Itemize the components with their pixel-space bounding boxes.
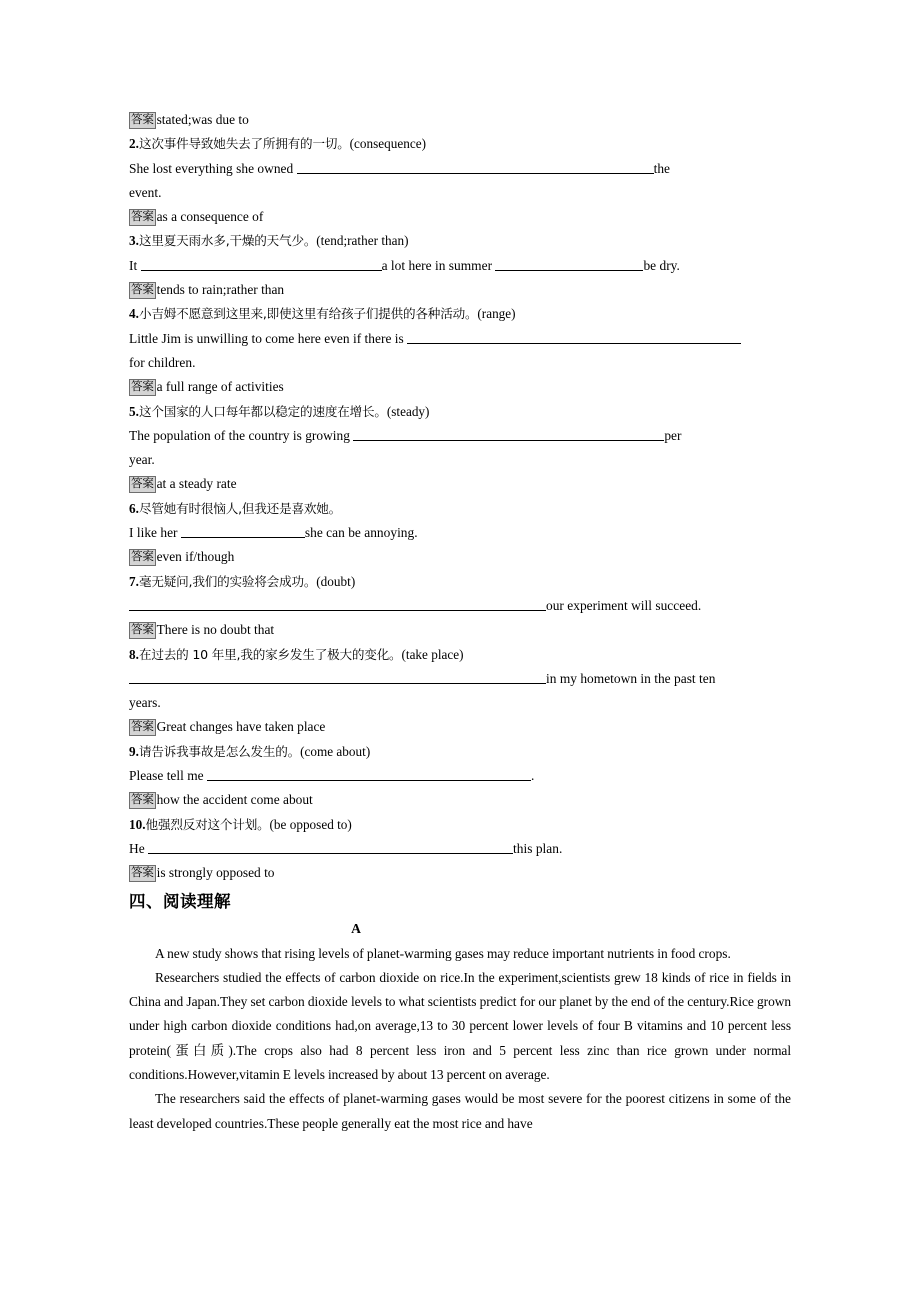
question-prompt-3 [129, 229, 791, 253]
sentence-before: I like her [129, 525, 181, 541]
blank-field[interactable] [129, 671, 546, 684]
sentence-before: The population of the country is growing [129, 427, 354, 443]
question-chinese: 请告诉我事故是怎么发生的。 [138, 743, 301, 759]
question-hint: (range) [477, 306, 516, 322]
answer-badge: 答案 [129, 549, 156, 566]
answer-text: even if/though [156, 549, 235, 565]
question-number: 5. [129, 403, 139, 419]
question-hint: (tend;rather than) [316, 233, 409, 249]
question-sentence-10 [129, 837, 791, 861]
answer-row-q6 [129, 545, 791, 569]
sentence-middle: a lot here in summer [381, 257, 496, 273]
question-prompt-7 [129, 570, 791, 594]
question-number: 6. [129, 500, 139, 516]
sentence-after: this plan. [513, 840, 563, 856]
sentence-after: . [531, 768, 535, 784]
question-chinese: 小吉姆不愿意到这里来,即使这里有给孩子们提供的各种活动。 [138, 306, 478, 322]
question-prompt-9 [129, 740, 791, 764]
question-hint: (doubt) [316, 573, 356, 589]
answer-badge: 答案 [129, 282, 156, 299]
blank-field[interactable] [297, 161, 654, 174]
sentence-after: in my hometown in the past ten [546, 670, 716, 686]
answer-text: There is no doubt that [156, 622, 275, 638]
question-chinese: 这里夏天雨水多,干燥的天气少。 [138, 233, 317, 249]
question-number: 3. [129, 233, 139, 249]
sentence-wrap: year. [129, 452, 155, 468]
blank-field[interactable] [148, 841, 513, 854]
question-sentence-2 [129, 157, 791, 181]
question-hint: (consequence) [349, 136, 427, 152]
answer-badge: 答案 [129, 379, 156, 396]
question-chinese: 这个国家的人口每年都以稳定的速度在增长。 [138, 403, 387, 419]
sentence-before: He [129, 840, 149, 856]
passage-paragraph-1: A new study shows that rising levels of planet-warming gases may reduce important nutrients in food crops. [155, 945, 731, 961]
sentence-before: Please tell me [129, 768, 208, 784]
question-prompt-10 [129, 813, 791, 837]
question-number: 8. [129, 646, 139, 662]
answer-badge: 答案 [129, 209, 156, 226]
answer-text: is strongly opposed to [156, 865, 275, 881]
question-sentence-9 [129, 764, 791, 788]
answer-row-q8 [129, 715, 791, 739]
question-sentence-7 [129, 594, 791, 618]
sentence-after: our experiment will succeed. [546, 597, 702, 613]
blank-field[interactable] [181, 525, 305, 538]
answer-badge: 答案 [129, 865, 156, 882]
blank-field[interactable] [129, 598, 546, 611]
answer-badge: 答案 [129, 719, 156, 736]
answer-text: at a steady rate [156, 476, 237, 492]
blank-field[interactable] [407, 331, 741, 344]
passage-paragraph-2: Researchers studied the effects of carbon dioxide on rice.In the experiment,scientists grew 18 kinds of rice in fields in China and Japan.They set carbon dioxide levels to what scientists predict for our planet by the end of the century.Rice grown under high carbon dioxide conditions had,on average,13 to 30 percent lower levels of four B vitamins and 10 percent less protein(蛋白质).The crops also had 8 percent less iron and 5 percent less zinc than rice grown under normal conditions.However,vitamin E levels increased by about 13 percent on average. [129, 969, 791, 1082]
answer-badge: 答案 [129, 622, 156, 639]
sentence-after: she can be annoying. [304, 525, 418, 541]
question-chinese: 在过去的 10 年里,我的家乡发生了极大的变化。 [138, 646, 402, 662]
blank-field[interactable] [207, 768, 531, 781]
question-hint: (be opposed to) [269, 816, 352, 832]
question-sentence-5 [129, 424, 791, 448]
question-sentence-4-cont [129, 351, 791, 375]
answer-row-q9 [129, 788, 791, 812]
answer-text: how the accident come about [156, 792, 313, 808]
answer-row-q5 [129, 472, 791, 496]
question-prompt-6 [129, 497, 791, 521]
passage-label-a: A [351, 920, 361, 936]
sentence-before: Little Jim is unwilling to come here even if there is [129, 330, 408, 346]
answer-badge: 答案 [129, 112, 156, 129]
question-chinese: 这次事件导致她失去了所拥有的一切。 [138, 136, 350, 152]
question-prompt-5 [129, 400, 791, 424]
blank-field[interactable] [495, 258, 643, 271]
sentence-before: She lost everything she owned [129, 160, 297, 176]
worksheet-page [129, 108, 791, 1136]
question-sentence-3 [129, 254, 791, 278]
question-sentence-8 [129, 667, 791, 691]
question-sentence-8-cont [129, 691, 791, 715]
answer-row-q4 [129, 375, 791, 399]
answer-text: a full range of activities [156, 379, 284, 395]
question-chinese: 他强烈反对这个计划。 [145, 816, 270, 832]
question-hint: (come about) [300, 743, 371, 759]
blank-field[interactable] [353, 428, 664, 441]
answer-text: Great changes have taken place [156, 719, 326, 735]
answer-row-q1 [129, 108, 791, 132]
sentence-wrap: years. [129, 695, 161, 711]
sentence-after: the [653, 160, 671, 176]
question-prompt-2 [129, 132, 791, 156]
answer-row-q7 [129, 618, 791, 642]
question-number: 4. [129, 306, 139, 322]
question-sentence-6 [129, 521, 791, 545]
question-chinese: 毫无疑问,我们的实验将会成功。 [138, 573, 317, 589]
answer-text: as a consequence of [156, 209, 264, 225]
question-number: 7. [129, 573, 139, 589]
answer-badge: 答案 [129, 792, 156, 809]
sentence-after: per [664, 427, 682, 443]
question-sentence-2-cont [129, 181, 791, 205]
question-chinese: 尽管她有时很恼人,但我还是喜欢她。 [138, 500, 342, 516]
question-prompt-8 [129, 643, 791, 667]
question-sentence-4 [129, 327, 791, 351]
answer-badge: 答案 [129, 476, 156, 493]
question-hint: (steady) [386, 403, 430, 419]
sentence-before: It [129, 257, 141, 273]
section-heading-reading: 四、阅读理解 [129, 891, 231, 911]
answer-row-q3 [129, 278, 791, 302]
blank-field[interactable] [141, 258, 382, 271]
question-number: 2. [129, 136, 139, 152]
question-sentence-5-cont [129, 448, 791, 472]
sentence-wrap: event. [129, 184, 162, 200]
passage-paragraph-3: The researchers said the effects of planet-warming gases would be most severe for the poorest citizens in some of the least developed countries.These people generally eat the most rice and have [129, 1091, 791, 1131]
sentence-after: be dry. [643, 257, 680, 273]
answer-row-q10 [129, 861, 791, 885]
question-hint: (take place) [401, 646, 464, 662]
question-prompt-4 [129, 302, 791, 326]
answer-text: tends to rain;rather than [156, 282, 285, 298]
answer-text: stated;was due to [156, 112, 249, 127]
question-number: 10. [129, 816, 146, 832]
sentence-wrap: for children. [129, 354, 196, 370]
answer-row-q2 [129, 205, 791, 229]
question-number: 9. [129, 743, 139, 759]
